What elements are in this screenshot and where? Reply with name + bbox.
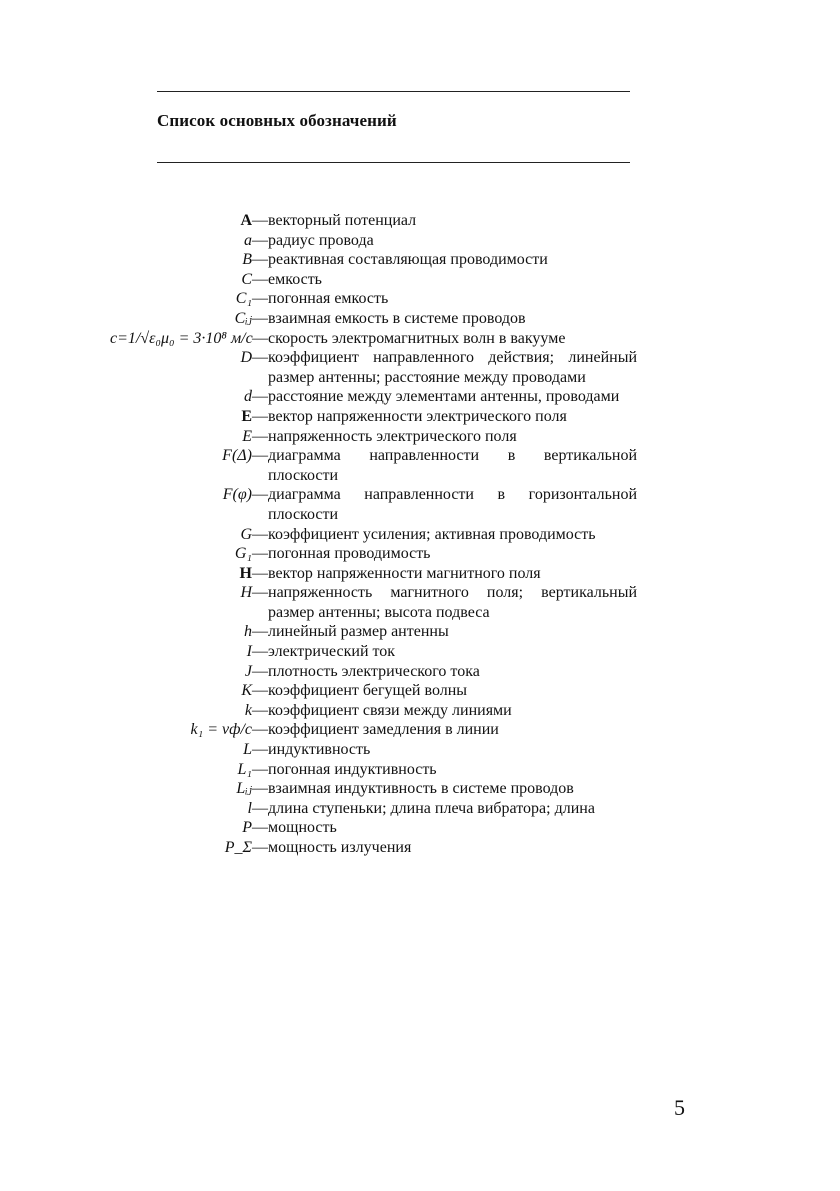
page-title: Список основных обозначений <box>157 111 397 130</box>
entry-definition: погонная индуктивность <box>268 760 437 778</box>
glossary-entry <box>110 818 645 838</box>
entry-definition: плотность электрического тока <box>268 662 480 680</box>
entry-definition: коэффициент усиления; активная проводимость <box>268 525 596 543</box>
entry-dash: — <box>252 270 268 288</box>
entry-definition: длина ступеньки; длина плеча вибратора; длина <box>268 799 595 817</box>
glossary-entry <box>110 701 645 721</box>
entry-symbol: k <box>244 701 252 719</box>
glossary-entry <box>110 407 645 427</box>
entry-definition: скорость электромагнитных волн в вакууме <box>268 329 566 347</box>
entry-symbol: H <box>239 564 252 582</box>
entry-dash: — <box>252 251 268 269</box>
glossary-entry <box>110 387 645 407</box>
entry-symbol: G₁ <box>234 545 252 563</box>
entry-definition: индуктивность <box>268 741 371 759</box>
entry-symbol: A <box>240 212 252 229</box>
entry-symbol: C <box>241 270 252 288</box>
entry-dash: — <box>252 447 268 465</box>
entry-dash: — <box>252 231 268 249</box>
entry-dash: — <box>252 564 268 582</box>
glossary-entry <box>110 838 645 858</box>
entry-dash: — <box>252 623 268 641</box>
entry-symbol: D <box>240 349 252 367</box>
entry-symbol: Cᵢⱼ <box>234 309 252 327</box>
glossary-entry <box>110 544 645 564</box>
entry-dash: — <box>252 212 268 229</box>
entry-dash: — <box>252 819 268 837</box>
entry-definition: коэффициент бегущей волны <box>268 682 468 700</box>
glossary-entry <box>110 270 645 290</box>
glossary-entry <box>110 485 645 524</box>
entry-dash: — <box>252 780 268 798</box>
entry-definition: диаграмма направленности в вертикальной плоскости <box>268 447 637 484</box>
entry-definition: мощность излучения <box>268 839 412 856</box>
glossary-entry <box>110 740 645 760</box>
entry-dash: — <box>252 643 268 661</box>
glossary-entry <box>110 329 645 349</box>
entry-dash: — <box>252 329 268 347</box>
symbol-glossary <box>110 211 645 858</box>
entry-dash: — <box>252 799 268 817</box>
entry-definition: взаимная индуктивность в системе проводов <box>268 780 574 798</box>
glossary-entry <box>110 564 645 584</box>
entry-definition: мощность <box>268 819 337 837</box>
glossary-entry <box>110 231 645 251</box>
glossary-entry <box>110 309 645 329</box>
entry-definition: емкость <box>268 270 322 288</box>
entry-symbol: L <box>243 741 252 759</box>
glossary-entry <box>110 211 645 231</box>
entry-definition: коэффициент связи между линиями <box>268 701 512 719</box>
entry-dash: — <box>252 290 268 308</box>
glossary-entry <box>110 662 645 682</box>
glossary-entry <box>110 799 645 819</box>
entry-symbol: c=1/√ε₀μ₀ = 3·10⁸ м/с <box>110 329 253 347</box>
top-rule <box>157 91 630 92</box>
entry-dash: — <box>252 388 268 406</box>
entry-definition: радиус провода <box>268 231 374 249</box>
entry-symbol: E <box>241 407 252 425</box>
entry-dash: — <box>252 407 268 425</box>
entry-definition: реактивная составляющая проводимости <box>268 251 548 269</box>
entry-definition: вектор напряженности электрического поля <box>268 407 567 425</box>
entry-definition: напряженность магнитного поля; вертикальный размер антенны; высота подвеса <box>268 584 637 621</box>
entry-symbol: E <box>242 427 252 445</box>
glossary-entry <box>110 622 645 642</box>
entry-definition: расстояние между элементами антенны, проводами <box>268 388 620 406</box>
entry-dash: — <box>252 427 268 445</box>
entry-symbol: a <box>244 231 252 249</box>
glossary-entry <box>110 348 645 387</box>
glossary-entry <box>110 779 645 799</box>
entry-symbol: L₁ <box>237 760 252 778</box>
entry-symbol: d <box>244 388 252 406</box>
entry-definition: взаимная емкость в системе проводов <box>268 309 526 327</box>
entry-symbol: l <box>247 799 252 817</box>
glossary-entry <box>110 525 645 545</box>
entry-symbol: K <box>241 682 252 700</box>
glossary-entry <box>110 446 645 485</box>
glossary-entry <box>110 642 645 662</box>
glossary-entry <box>110 289 645 309</box>
entry-symbol: G <box>240 525 252 543</box>
glossary-entry <box>110 720 645 740</box>
entry-definition: векторный потенциал <box>268 212 417 229</box>
entry-symbol: F(φ) <box>222 486 252 504</box>
entry-symbol: Lᵢⱼ <box>236 780 252 798</box>
entry-symbol: F(Δ) <box>222 447 252 465</box>
entry-symbol: J <box>244 662 252 680</box>
entry-dash: — <box>252 584 268 602</box>
bottom-rule <box>157 162 630 163</box>
entry-dash: — <box>252 525 268 543</box>
entry-symbol: P <box>242 819 252 837</box>
entry-definition: погонная проводимость <box>268 545 431 563</box>
entry-dash: — <box>252 349 268 367</box>
entry-definition: напряженность электрического поля <box>268 427 517 445</box>
entry-definition: линейный размер антенны <box>268 623 449 641</box>
entry-symbol: H <box>240 584 252 602</box>
glossary-entry <box>110 681 645 701</box>
entry-definition: диаграмма направленности в горизонтальной плоскости <box>268 486 637 523</box>
glossary-entry <box>110 250 645 270</box>
entry-symbol: h <box>244 623 252 641</box>
entry-dash: — <box>252 486 268 504</box>
entry-dash: — <box>252 760 268 778</box>
entry-dash: — <box>252 682 268 700</box>
entry-dash: — <box>252 741 268 759</box>
entry-symbol: C₁ <box>235 290 252 308</box>
entry-dash: — <box>252 701 268 719</box>
entry-definition: вектор напряженности магнитного поля <box>268 564 541 582</box>
entry-dash: — <box>252 662 268 680</box>
entry-dash: — <box>252 545 268 563</box>
entry-definition: коэффициент направленного действия; линейный размер антенны; расстояние между проводами <box>268 349 637 386</box>
glossary-entry <box>110 583 645 622</box>
entry-symbol: P_Σ <box>224 839 252 856</box>
entry-definition: коэффициент замедления в линии <box>268 721 499 739</box>
entry-symbol: I <box>246 643 252 661</box>
entry-dash: — <box>252 309 268 327</box>
page-number: 5 <box>674 1095 685 1120</box>
entry-definition: погонная емкость <box>268 290 389 308</box>
entry-definition: электрический ток <box>268 643 396 661</box>
entry-dash: — <box>252 721 268 739</box>
entry-symbol: B <box>242 251 252 269</box>
glossary-entry <box>110 427 645 447</box>
entry-dash: — <box>252 839 268 856</box>
glossary-entry <box>110 760 645 780</box>
entry-symbol: k₁ = vф/c <box>190 721 252 739</box>
